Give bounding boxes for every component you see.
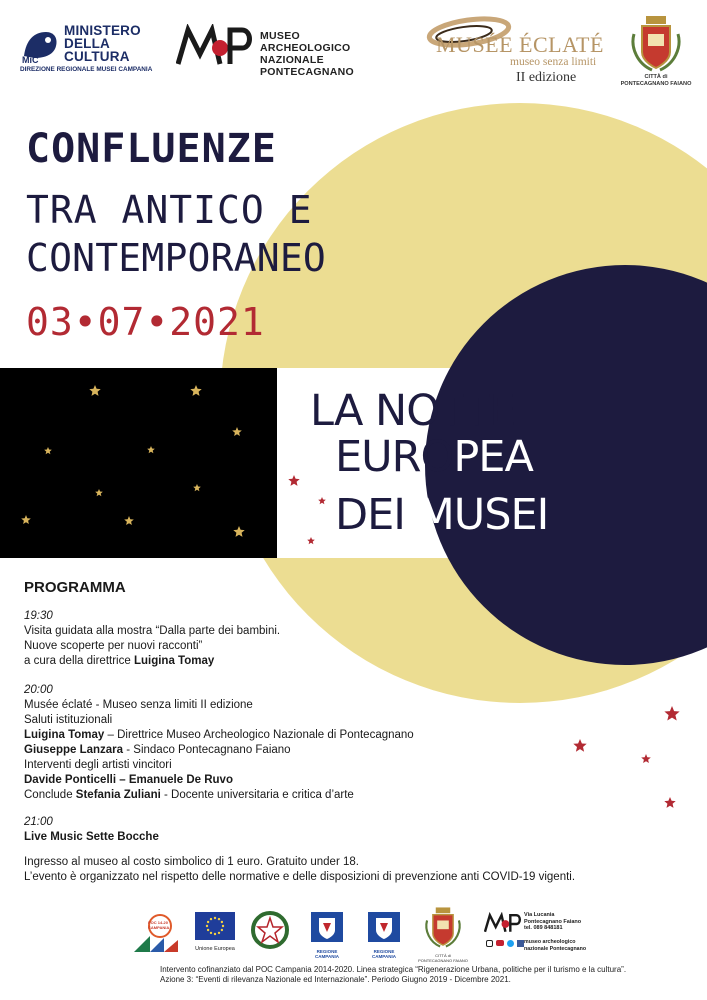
eu-flag-icon: [195, 912, 235, 940]
map-line3: PONTECAGNANO: [260, 66, 355, 78]
eu-star: [214, 933, 216, 935]
map-contact-text: [524, 912, 581, 932]
programma-text: – Direttrice Museo Archeologico Nazionale di Pontecagnano: [104, 729, 414, 741]
event-title-line2-part2: PEA: [453, 432, 533, 482]
programma-block-2000: [24, 683, 414, 803]
map-mark-icon: [484, 912, 522, 934]
mic-line1: MINISTERO: [64, 23, 141, 38]
eu-star: [206, 925, 208, 927]
eu-star: [214, 917, 216, 919]
red-star: [641, 754, 651, 763]
red-star: [664, 797, 675, 808]
programma-line: Musée éclaté - Museo senza limiti II edizione: [24, 699, 253, 711]
poc-campania-icon: [130, 912, 186, 954]
twitter-icon[interactable]: [507, 940, 514, 947]
facebook-icon[interactable]: [517, 940, 524, 947]
programma-notes: [24, 855, 575, 885]
credit-line1: Intervento cofinanziato dal POC Campania 2014-2020. Linea strategica “Rigenerazione Urbana, politiche per il turismo e la cultura”.: [160, 965, 627, 974]
event-title-line2-part1: EURO: [335, 432, 454, 482]
programma-time: 19:30: [24, 610, 53, 622]
band-mask-left: [0, 368, 277, 558]
programma-time: 20:00: [24, 684, 53, 696]
red-star: [573, 739, 586, 752]
regione-label-2: REGIONE CAMPANIA: [372, 949, 396, 959]
comune-line1: CITTÀ di: [644, 74, 668, 80]
comune-line2: PONTECAGNANO FAIANO: [620, 80, 692, 87]
eclate-title: MUSÉE ÉCLATÉ: [436, 32, 604, 57]
map-mark-icon: [176, 24, 254, 68]
comune-footer-label: CITTÀ di PONTECAGNANO FAIANO: [418, 953, 468, 963]
event-title-line3-part1: DEI: [335, 490, 418, 540]
eu-star: [222, 925, 224, 927]
regione-campania-icon: [305, 910, 349, 944]
title-line2: TRA ANTICO E: [26, 188, 313, 232]
footer-repubblica-emblem: [250, 910, 290, 952]
programma-person: Giuseppe Lanzara: [24, 744, 124, 756]
comune-crest-icon: [630, 14, 682, 72]
map-name: [260, 30, 416, 78]
mic-emblem-icon: [20, 26, 60, 64]
mic-subtitle: DIREZIONE REGIONALE MUSEI CAMPANIA: [20, 66, 153, 73]
programma-text: a cura della direttrice: [24, 655, 134, 667]
map-address-2: Pontecagnano Faiano: [524, 918, 582, 925]
map-social-line2: nazionale Pontecagnano: [524, 945, 587, 952]
programma-line: [24, 788, 414, 803]
eclate-subtitle: museo senza limiti: [510, 56, 597, 68]
map-social-line1: museo archeologico: [524, 939, 576, 945]
eu-star: [221, 921, 223, 923]
programma-heading: PROGRAMMA: [24, 579, 126, 596]
map-museum-logo: [176, 24, 416, 78]
programma-block-2100: [24, 815, 159, 845]
map-line2: ARCHEOLOGICO NAZIONALE: [260, 42, 351, 66]
programma-text: - Sindaco Pontecagnano Faiano: [123, 744, 291, 756]
youtube-icon[interactable]: [496, 940, 504, 946]
title-confluenze: CONFLUENZE: [26, 126, 277, 172]
programma-line: Davide Ponticelli – Emanuele De Ruvo: [24, 774, 233, 786]
event-title-line3-part2: MUSEI: [417, 490, 549, 540]
mic-emblem-text: MiC: [22, 55, 39, 64]
programma-line: [24, 743, 414, 758]
programma-person: Stefania Zuliani: [75, 789, 161, 801]
programma-note: L’evento è organizzato nel rispetto delle normative e delle disposizioni di prevenzione anti COVID-19 vigenti.: [24, 871, 576, 883]
event-title-line3: [335, 490, 549, 540]
programma-line: Interventi degli artisti vincitori: [24, 759, 172, 771]
eu-label: Unione Europea: [195, 946, 235, 952]
comune-pontecagnano-logo: [618, 14, 694, 86]
footer-comune-logo: [418, 906, 468, 963]
ministero-cultura-logo: [20, 24, 160, 78]
eu-star: [218, 918, 220, 920]
map-line1: MUSEO: [260, 30, 301, 42]
programma-block-1930: [24, 609, 280, 669]
programma-line: [24, 728, 414, 743]
funding-credits: [160, 965, 640, 985]
mic-name: [64, 24, 141, 63]
event-title-line2: [335, 432, 533, 482]
programma-person: Luigina Tomay: [133, 655, 215, 667]
regione-label-1: REGIONE CAMPANIA: [315, 949, 339, 959]
footer-regione-logo-1: [305, 910, 349, 959]
social-icons: [486, 940, 524, 947]
map-social-text: [524, 939, 586, 952]
mic-line2: DELLA: [64, 36, 110, 51]
footer-eu-logo: [195, 912, 237, 952]
credit-line2: Azione 3: “Eventi di rilevanza Nazionale ed Internazionale”. Periodo Giugno 2019 - Dicembre 2021.: [160, 975, 511, 984]
footer-poc-logo: [130, 912, 186, 954]
eu-star: [218, 932, 220, 934]
programma-line: Live Music Sette Bocche: [24, 831, 159, 843]
instagram-icon[interactable]: [486, 940, 493, 947]
footer-regione-logo-2: [362, 910, 406, 959]
title-line3: CONTEMPORANEO: [26, 236, 327, 280]
eu-star: [207, 921, 209, 923]
eu-star: [207, 929, 209, 931]
programma-text: - Docente universitaria e critica d’arte: [160, 789, 354, 801]
programma-note: Ingresso al museo al costo simbolico di 1 euro. Gratuito under 18.: [24, 856, 359, 868]
eclate-edition: II edizione: [516, 70, 577, 85]
mic-line3: CULTURA: [64, 49, 130, 64]
comune-name: [618, 74, 694, 87]
eu-star: [221, 929, 223, 931]
eu-star: [210, 932, 212, 934]
programma-line: Saluti istituzionali: [24, 714, 113, 726]
programma-time: 21:00: [24, 816, 53, 828]
event-title-line1: LA NOTTE: [310, 386, 515, 436]
regione-campania-icon: [362, 910, 406, 944]
programma-text: Conclude: [24, 789, 76, 801]
musee-eclate-logo: [424, 12, 604, 90]
red-star: [664, 706, 679, 721]
event-date: 03•07•2021: [26, 300, 265, 344]
footer-map-contact: [484, 912, 594, 958]
programma-person: Luigina Tomay: [24, 729, 105, 741]
eu-star: [210, 918, 212, 920]
comune-crest-icon: [418, 906, 468, 948]
programma-line: [24, 654, 280, 669]
map-phone: tel. 089 848181: [524, 925, 563, 931]
programma-line: Nuove scoperte per nuovi racconti”: [24, 640, 203, 652]
repubblica-star-icon: [250, 910, 290, 952]
programma-line: Visita guidata alla mostra “Dalla parte dei bambini.: [24, 625, 281, 637]
map-address-1: Via Lucania: [524, 912, 555, 918]
poc-label: POC 14-20 CAMPANIA: [148, 920, 170, 930]
